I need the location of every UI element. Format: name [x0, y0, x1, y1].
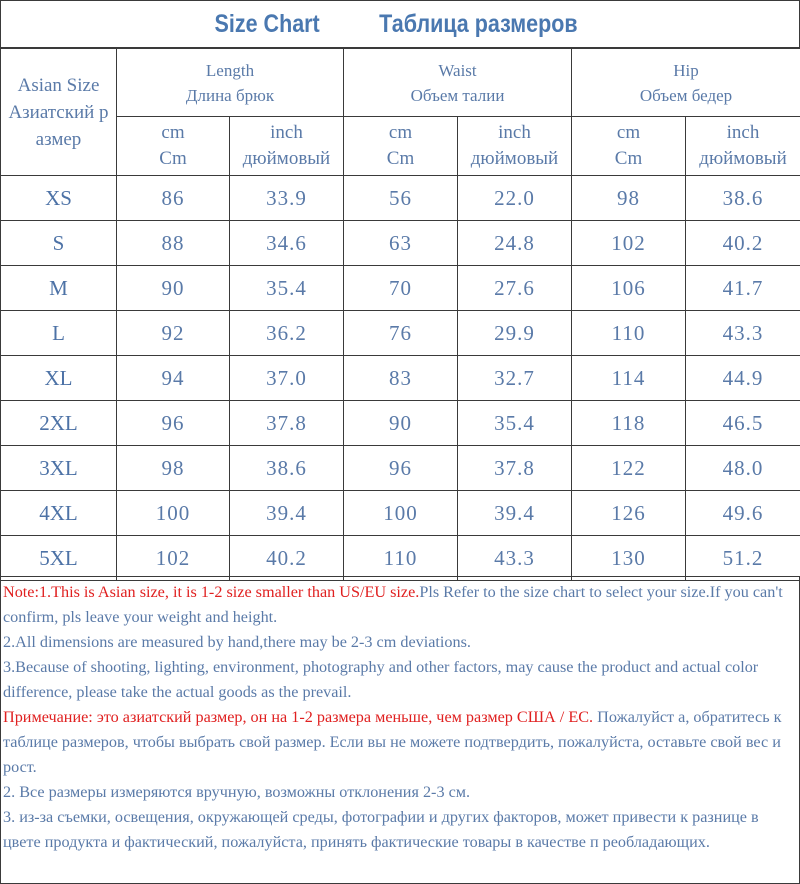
measurement-cell: 37.0	[230, 356, 344, 401]
measurement-cell: 102	[117, 536, 230, 581]
measurement-cell: 36.2	[230, 311, 344, 356]
unit-ru: Cm	[386, 148, 415, 169]
measurement-cell: 29.9	[458, 311, 572, 356]
table-row	[1, 356, 800, 401]
unit-header-inch	[686, 117, 800, 176]
unit-header-cm	[572, 117, 686, 176]
hip-header-ru: Объем бедер	[639, 85, 733, 105]
size-label: 5XL	[1, 536, 117, 581]
measurement-cell: 102	[572, 221, 686, 266]
unit-ru: дюймовый	[470, 148, 559, 169]
title-en: Size Chart	[215, 9, 321, 38]
measurement-cell: 39.4	[458, 491, 572, 536]
measurement-cell: 92	[117, 311, 230, 356]
unit-header-inch	[230, 117, 344, 176]
measurement-cell: 35.4	[230, 266, 344, 311]
size-label: S	[1, 221, 117, 266]
note-ru-2: 2. Все размеры измеряются вручную, возможны отклонения 2-3 см.	[3, 783, 471, 801]
size-label: XS	[1, 176, 117, 221]
hip-header-en: Hip	[673, 60, 699, 80]
unit-ru: Cm	[159, 148, 187, 169]
note-en-1-rest: Pls Refer to the size chart to select your size.If you can't confirm, pls leave your weight and height.	[3, 583, 783, 626]
unit-en: inch	[726, 122, 760, 143]
measurement-cell: 98	[117, 446, 230, 491]
size-label: 3XL	[1, 446, 117, 491]
measurement-cell: 76	[344, 311, 458, 356]
size-label: XL	[1, 356, 117, 401]
measurement-cell: 106	[572, 266, 686, 311]
title-ru: Таблица размеров	[378, 9, 578, 38]
measurement-cell: 33.9	[230, 176, 344, 221]
length-header-en: Length	[205, 60, 255, 80]
unit-en: inch	[270, 122, 303, 143]
measurement-cell: 94	[117, 356, 230, 401]
measurement-cell: 126	[572, 491, 686, 536]
measurement-cell: 96	[344, 446, 458, 491]
waist-header-ru: Объем талии	[410, 85, 505, 105]
measurement-cell: 51.2	[686, 536, 800, 581]
size-column-header: Asian Size Азиатский р азмер	[1, 49, 117, 176]
measurement-cell: 118	[572, 401, 686, 446]
note-ru-3: 3. из-за съемки, освещения, окружающей среды, фотографии и других факторов, может привести к разнице в цвете продукта и фактический, пожалуйста, принять фактические товары в качестве п реобладающих.	[3, 808, 759, 851]
measurement-cell: 110	[572, 311, 686, 356]
size-rows	[1, 176, 800, 581]
measurement-cell: 130	[572, 536, 686, 581]
table-row	[1, 401, 800, 446]
size-label: 2XL	[1, 401, 117, 446]
measurement-cell: 38.6	[686, 176, 800, 221]
measurement-cell: 40.2	[686, 221, 800, 266]
measurement-cell: 100	[344, 491, 458, 536]
measurement-cell: 35.4	[458, 401, 572, 446]
chart-title	[0, 0, 800, 48]
measurement-cell: 48.0	[686, 446, 800, 491]
measurement-cell: 90	[117, 266, 230, 311]
length-header-ru: Длина брюк	[185, 85, 275, 105]
measurement-cell: 90	[344, 401, 458, 446]
measurement-cell: 110	[344, 536, 458, 581]
table-row	[1, 266, 800, 311]
measurement-cell: 41.7	[686, 266, 800, 311]
measurement-cell: 32.7	[458, 356, 572, 401]
measurement-cell: 96	[117, 401, 230, 446]
measurement-cell: 24.8	[458, 221, 572, 266]
measurement-cell: 56	[344, 176, 458, 221]
unit-en: cm	[616, 122, 641, 143]
unit-header-cm	[117, 117, 230, 176]
measurement-cell: 37.8	[458, 446, 572, 491]
measurement-cell: 86	[117, 176, 230, 221]
measurement-cell: 49.6	[686, 491, 800, 536]
measurement-cell: 88	[117, 221, 230, 266]
measurement-cell: 27.6	[458, 266, 572, 311]
measurement-cell: 43.3	[686, 311, 800, 356]
measurement-cell: 40.2	[230, 536, 344, 581]
measurement-cell: 38.6	[230, 446, 344, 491]
note-ru-1-warning: Примечание: это азиатский размер, он на 1-2 размера меньше, чем размер США / ЕС.	[3, 708, 594, 726]
measurement-cell: 122	[572, 446, 686, 491]
measurement-cell: 70	[344, 266, 458, 311]
table-row	[1, 446, 800, 491]
notes-section	[0, 576, 800, 884]
table-row	[1, 491, 800, 536]
measurement-cell: 22.0	[458, 176, 572, 221]
measurement-cell: 63	[344, 221, 458, 266]
measurement-cell: 46.5	[686, 401, 800, 446]
size-label: M	[1, 266, 117, 311]
note-en-1	[3, 580, 799, 630]
length-header	[117, 49, 344, 117]
size-label: 4XL	[1, 491, 117, 536]
hip-header	[572, 49, 800, 117]
waist-header	[344, 49, 572, 117]
size-table	[0, 48, 800, 581]
table-row	[1, 536, 800, 581]
table-row	[1, 221, 800, 266]
measurement-cell: 83	[344, 356, 458, 401]
unit-en: cm	[388, 122, 413, 143]
unit-en: cm	[161, 122, 185, 143]
note-en-3: 3.Because of shooting, lighting, environment, photography and other factors, may cause the product and actual color difference, please take the actual goods as the prevail.	[3, 658, 759, 701]
unit-ru: Cm	[614, 148, 643, 169]
measurement-cell: 114	[572, 356, 686, 401]
unit-header-cm	[344, 117, 458, 176]
measurement-cell: 98	[572, 176, 686, 221]
waist-header-en: Waist	[438, 60, 477, 80]
measurement-cell: 37.8	[230, 401, 344, 446]
note-en-1-warning: Note:1.This is Asian size, it is 1-2 size smaller than US/EU size.	[3, 583, 420, 601]
table-row	[1, 176, 800, 221]
measurement-cell: 100	[117, 491, 230, 536]
measurement-cell: 44.9	[686, 356, 800, 401]
table-row	[1, 311, 800, 356]
measurement-cell: 43.3	[458, 536, 572, 581]
note-en-2: 2.All dimensions are measured by hand,there may be 2-3 cm deviations.	[3, 633, 471, 651]
measurement-cell: 39.4	[230, 491, 344, 536]
unit-ru: дюймовый	[242, 148, 331, 169]
measurement-cell: 34.6	[230, 221, 344, 266]
note-ru-1-rest: Пожалуйст а, обратитесь к таблице размеров, чтобы выбрать свой размер. Если вы не можете подтвердить, пожалуйста, оставьте свой вес и рост.	[3, 708, 782, 776]
unit-ru: дюймовый	[699, 148, 787, 169]
unit-en: inch	[498, 122, 531, 143]
size-label: L	[1, 311, 117, 356]
unit-header-inch	[458, 117, 572, 176]
note-ru-1	[3, 705, 799, 780]
